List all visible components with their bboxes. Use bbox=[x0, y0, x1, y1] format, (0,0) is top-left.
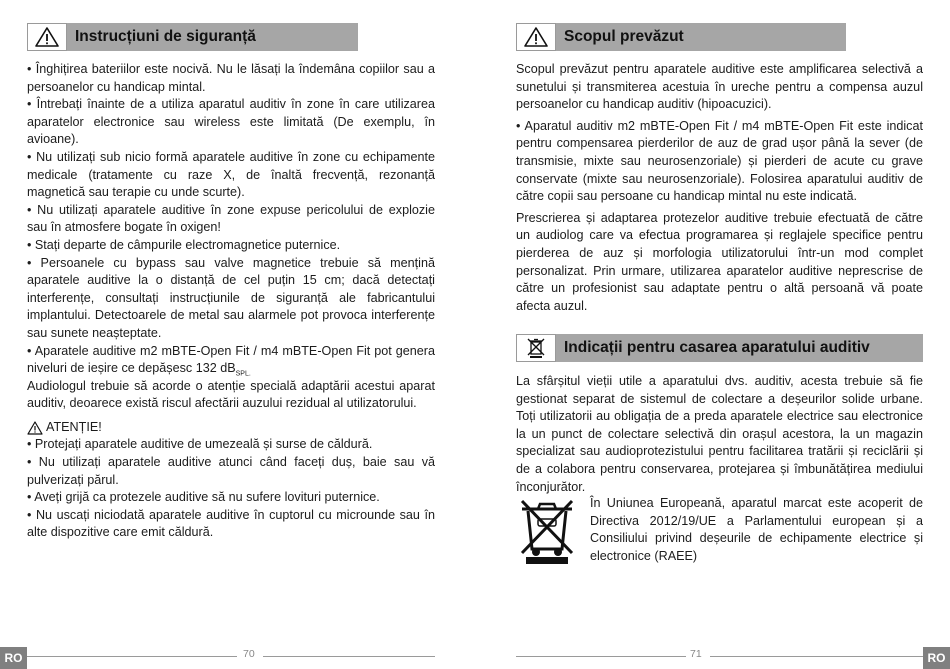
warning-small-icon bbox=[27, 421, 43, 435]
safety-bullet: • Nu utilizați sub nicio formă aparatele auditive în zone cu echipamente medicale (tratamente cu raze X, de înaltă frecvență, rezonanță magnetică sau terapie cu unde scurte). bbox=[27, 149, 435, 200]
footer-rule-left bbox=[27, 656, 237, 657]
page-number-right: 71 bbox=[690, 648, 702, 660]
intended-use-header bbox=[516, 23, 846, 51]
safety-bullet-output-level bbox=[27, 343, 435, 378]
safety-header bbox=[27, 23, 358, 51]
crossed-bin-icon bbox=[516, 334, 556, 362]
safety-bullet: • Întrebați înainte de a utiliza aparatul auditiv în zone în care utilizarea aparatelor electronice sau wireless este limitată (De exemplu, în avioane). bbox=[27, 97, 435, 147]
audiolog-note: Audiologul trebuie să acorde o atenție specială adaptării acestui aparat auditiv, deoarece există riscul afectării auzului rezidual al utilizatorului. bbox=[27, 378, 435, 411]
disposal-paragraph: La sfârșitul vieții utile a aparatului dvs. auditiv, acesta trebuie să fie gestionat separat de sistemul de colectare a deșeurilor solide urbane. Toți utilizatorii au obligația de a preda aparatele electrice sau electronice la un punct de colectare selectivă din orașul acestora, la un magazin specializat sau audioprotezistului pentru facilitarea tratării și reciclării și de a colabora pentru conservarea, protejarea și îmbunătățirea mediului înconjurător. bbox=[516, 374, 923, 494]
spl-subscript: SPL. bbox=[235, 370, 251, 378]
footer-rule-right bbox=[516, 656, 686, 657]
page-number-left: 70 bbox=[243, 648, 255, 660]
safety-bullet: • Persoanele cu bypass sau valve magnetice trebuie să mențină aparatele auditive la o distanță de cel puțin 15 cm; dacă detectați interferențe, consultați instrucțiunile de siguranță ale fabricantului implantului. Detectoarele de metal sau alarmele pot provoca interferențe sau sunete neașteptate. bbox=[27, 255, 435, 340]
warning-triangle-icon bbox=[516, 23, 556, 51]
warning-bullet: • Aveți grijă ca protezele auditive să nu sufere lovituri puternice. bbox=[27, 490, 380, 505]
footer-rule-left-end bbox=[263, 656, 435, 657]
footer-rule-right-end bbox=[710, 656, 923, 657]
safety-bullet: • Nu utilizați aparatele auditive în zone expuse pericolului de explozie sau în atmosfere bogate în oxigen! bbox=[27, 202, 435, 235]
weee-symbol-icon bbox=[516, 495, 586, 567]
safety-bullet: • Înghițirea bateriilor este nocivă. Nu le lăsați la îndemâna copiilor sau a persoanelor cu handicap mintal. bbox=[27, 62, 435, 94]
warning-label: ATENȚIE! bbox=[46, 419, 102, 434]
prescription-paragraph: Prescrierea și adaptarea protezelor auditive trebuie efectuată de către un audiolog care va efectua programarea și reglajele specifice pentru pierderea de auz și morfologia utilizatorului într-un mod complet personalizat. Prin urmare, utilizarea aparatelor auditive neprescrise de către un profesionist sau adaptate pentru o altă persoană vă poate afecta auzul. bbox=[516, 210, 923, 313]
warning-bullet: • Protejați aparatele auditive de umezeală și surse de căldură. bbox=[27, 437, 373, 452]
disposal-title: Indicații pentru casarea aparatului auditiv bbox=[564, 339, 870, 356]
warning-heading bbox=[27, 419, 435, 437]
warning-bullet: • Nu uscați niciodată aparatele auditive în cuptorul cu microunde sau în alte dispozitive care emit căldură. bbox=[27, 507, 435, 540]
intended-use-paragraph: Scopul prevăzut pentru aparatele auditive este amplificarea selectivă a sunetului și transmiterea acestuia în ureche pentru a compensa auzul persoanelor cu handicap auditiv (hipoacuzici). bbox=[516, 62, 923, 112]
safety-text bbox=[27, 61, 435, 542]
safety-bullet: • Stați departe de câmpurile electromagnetice puternice. bbox=[27, 237, 341, 252]
safety-title: Instrucțiuni de siguranță bbox=[75, 28, 256, 45]
disposal-text bbox=[516, 373, 923, 496]
warning-bullet: • Nu utilizați aparatele auditive atunci când faceți duș, baie sau vă pulverizați părul. bbox=[27, 455, 435, 487]
warning-triangle-icon bbox=[27, 23, 67, 51]
indication-paragraph: • Aparatul auditiv m2 mBTE-Open Fit / m4 mBTE-Open Fit este indicat pentru compensarea pierderilor de auz de grad ușor până la sever (de transmisie, mixte sau neurosenzoriale) și pierderi de acute cu grave conservate (mixte sau neurosenzoriale). Folosirea aparatului auditiv de către copii sau persoane cu handicap mintal nu este indicată. bbox=[516, 118, 923, 204]
language-badge-right: RO bbox=[923, 647, 950, 669]
weee-directive-text: În Uniunea Europeană, aparatul marcat este acoperit de Directiva 2012/19/UE a Parlamentului european și a Consiliului privind deșeurile de echipamente electrice și electronice (RAEE) bbox=[590, 496, 923, 563]
disposal-header bbox=[516, 334, 923, 362]
weee-block bbox=[516, 495, 923, 567]
intended-use-text bbox=[516, 61, 923, 315]
intended-use-title: Scopul prevăzut bbox=[564, 28, 684, 45]
language-badge-left: RO bbox=[0, 647, 27, 669]
output-level-text: • Aparatele auditive m2 mBTE-Open Fit / m4 mBTE-Open Fit pot genera niveluri de ieșire ce depășesc 132 dB bbox=[27, 343, 435, 376]
